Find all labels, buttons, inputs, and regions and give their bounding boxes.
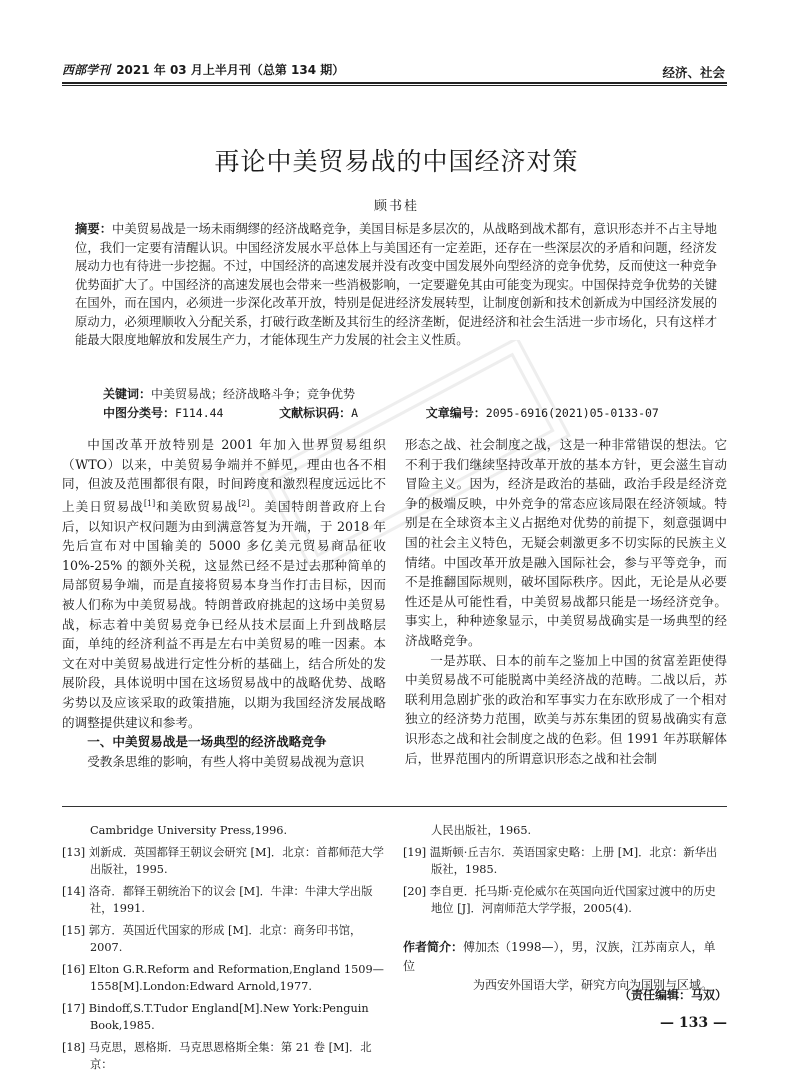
article-number-label: 文章编号： [425, 406, 486, 420]
responsible-editor: （责任编辑：马双） [618, 988, 727, 1002]
bio-line: 傅加杰（1998—），男，汉族，江苏南京人，单位 [403, 940, 716, 973]
reference-number: [13] [62, 846, 86, 859]
reference-item [62, 1039, 390, 1073]
header-rule-thin [62, 85, 727, 86]
reference-text: 刘新成．英国都铎王朝议会研究 [M]．北京：首都师范大学出版社，1995. [88, 846, 384, 876]
doc-code-value: A [351, 406, 359, 420]
citation-ref[interactable]: [1] [143, 498, 156, 508]
body-paragraph: 形态之战、社会制度之战，这是一种非常错误的想法。它不利于我们继续坚持改革开放的基本方针，更会滋生盲动冒险主义。因为，经济是政治的基础，政治手段是经济竞争的极端反映，中外竞争的常态应该局限在经济领域。特别是在全球资本主义占据绝对优势的前提下，刻意强调中国的社会主义特色，无疑会刺激更多不切实际的民族主义情绪。中国改革开放是融入国际社会，参与平等竞争，而不是推翻国际规则，破坏国际秩序。因此，无论是从必要性还是从可能性看，中美贸易战都只能是一场经济竞争。事实上，种种迹象显示，中美贸易战确实是一场典型的经济战略竞争。 [405, 437, 727, 648]
reference-number: [20] [403, 885, 427, 898]
page-number: — 133 — [660, 1015, 727, 1031]
clc-value: F114.44 [175, 406, 224, 420]
classification-row [103, 404, 723, 421]
article-number-value: 2095-6916(2021)05-0133-07 [485, 406, 659, 420]
reference-item [403, 822, 727, 839]
reference-text: Elton G.R.Reform and Reformation,England 1509—1558[M].London:Edward Arnold,1977. [88, 963, 384, 993]
reference-item [62, 961, 390, 995]
reference-text: 温斯顿·丘吉尔．英语国家史略：上册 [M]．北京：新华出版社，1985. [429, 846, 718, 876]
body-paragraph: 受教条思维的影响，有些人将中美贸易战视为意识 [87, 753, 365, 769]
references-left [62, 822, 390, 1078]
bio-line: 为西安外国语大学，研究方向为国别与区域。 [473, 978, 714, 992]
abstract-text: 中美贸易战是一场未雨绸缪的经济战略竞争，美国目标是多层次的，从战略到战术都有，意识形态并不占主导地位，我们一定要有清醒认识。中国经济发展水平总体上与美国还有一定差距，还存在一些深层次的矛盾和问题，经济发展动力也有待进一步挖掘。不过，中国经济的高速发展并没有改变中国发展外向型经济的竞争优势，反而使这一种竞争优势面扩大了。中国经济的高速发展也会带来一些消极影响，一定要避免其由可能变为现实。中国保持竞争优势的关键在国外，而在国内，必须进一步深化改革开放，特别是促进经济发展转型，让制度创新和技术创新成为中国经济发展的原动力，必须理顺收入分配关系，打破行政垄断及其衍生的经济垄断，促进经济和社会生活进一步市场化，只有这样才能最大限度地解放和发展生产力，才能体现生产力发展的社会主义性质。 [75, 222, 717, 347]
journal-logo: 西部学刊 [62, 63, 111, 77]
reference-text: 洛奇．都铎王朝统治下的议会 [M]．牛津：牛津大学出版社，1991. [88, 885, 373, 915]
header-rule [62, 82, 727, 84]
body-paragraph: 一是苏联、日本的前车之鉴加上中国的贫富差距使得中美贸易战不可能脱离中美经济战的范畴。二战以后，苏联利用急剧扩张的政治和军事实力在东欧形成了一个相对独立的经济势力范围，欧美与苏东集团的贸易战确实有意识形态之战和社会制度之战的色彩。但 1991 年苏联解体后，世界范围内的所谓意识形态之战和社会制 [405, 652, 727, 766]
citation-ref[interactable]: [2] [238, 498, 250, 508]
journal-header [62, 61, 344, 78]
reference-item [403, 883, 727, 917]
article-title: 再论中美贸易战的中国经济对策 [214, 147, 579, 176]
section-heading: 一、中美贸易战是一场典型的经济战略竞争 [87, 734, 327, 750]
abstract [75, 220, 717, 350]
reference-item [62, 883, 390, 917]
reference-item [62, 822, 390, 839]
keywords-text: 中美贸易战；经济战略斗争；竞争优势 [151, 387, 356, 401]
reference-text: 人民出版社，1965. [431, 824, 532, 837]
reference-item [62, 844, 390, 878]
body-paragraph [62, 435, 386, 732]
reference-text: 李自更．托马斯·克伦威尔在英国向近代国家过渡中的历史地位 [J]．河南师范大学学报，2005(4). [429, 885, 716, 915]
clc-label: 中图分类号： [103, 406, 176, 420]
section-label: 经济、社会 [662, 65, 725, 80]
reference-text: Cambridge University Press,1996. [90, 824, 288, 837]
reference-item [62, 1000, 390, 1034]
reference-number: [19] [403, 846, 427, 859]
keywords-label: 关键词： [103, 387, 152, 401]
references-right [403, 822, 727, 922]
reference-number: [16] [62, 963, 86, 976]
body-column-left [62, 435, 386, 771]
bio-label: 作者简介： [403, 940, 464, 954]
paragraph-text: 。美国特朗普政府上台后，以知识产权问题为由到满意答复为开端，于 2018 年先后宣布对中国输美的 5000 多亿美元贸易商品征收 10%-25% 的额外关税，这显然已经不是过去那种简单的局部贸易争端，而是直接将贸易本身当作打击目标，因而被人们称为中美贸易战。特朗普政府挑起的这场中美贸易战，标志着中美贸易竞争已经从技术层面上升到战略层面，单纯的经济利益不再是左右中美贸易的唯一因素。本文在对中美贸易战进行定性分析的基础上，结合所处的发展阶段，具体说明中国在这场贸易战中的战略优势、战略劣势以及应该采取的政策措施，以期为我国经济发展战略的调整提供建议和参考。 [62, 498, 387, 730]
references-divider [62, 806, 727, 807]
reference-text: 郭方．英国近代国家的形成 [M]．北京：商务印书馆，2007. [88, 924, 362, 954]
reference-number: [15] [62, 924, 86, 937]
paragraph-text: 和美欧贸易战 [155, 498, 239, 514]
abstract-label: 摘要： [75, 222, 113, 236]
reference-item [62, 922, 390, 956]
paragraph-text: 中国改革开放特别是 2001 年加入世界贸易组织（WTO）以来，中美贸易争端并不鲜见，理由也各不相同，但波及范围都很有限，时间跨度和激烈程度远远比不上美日贸易战 [62, 437, 386, 514]
keywords [103, 385, 355, 402]
reference-text: 马克思，恩格斯．马克思恩格斯全集：第 21 卷 [M]．北京： [88, 1041, 372, 1071]
reference-text: Bindoff,S.T.Tudor England[M].New York:Penguin Book,1985. [88, 1002, 369, 1032]
article-author: 顾书桂 [373, 199, 419, 214]
reference-number: [18] [62, 1041, 86, 1054]
reference-number: [17] [62, 1002, 86, 1015]
issue-info: 2021 年 03 月上半月刊（总第 134 期） [116, 63, 345, 77]
doc-code-label: 文献标识码： [279, 406, 352, 420]
reference-item [403, 844, 727, 878]
reference-number: [14] [62, 885, 86, 898]
body-column-right [405, 435, 727, 768]
